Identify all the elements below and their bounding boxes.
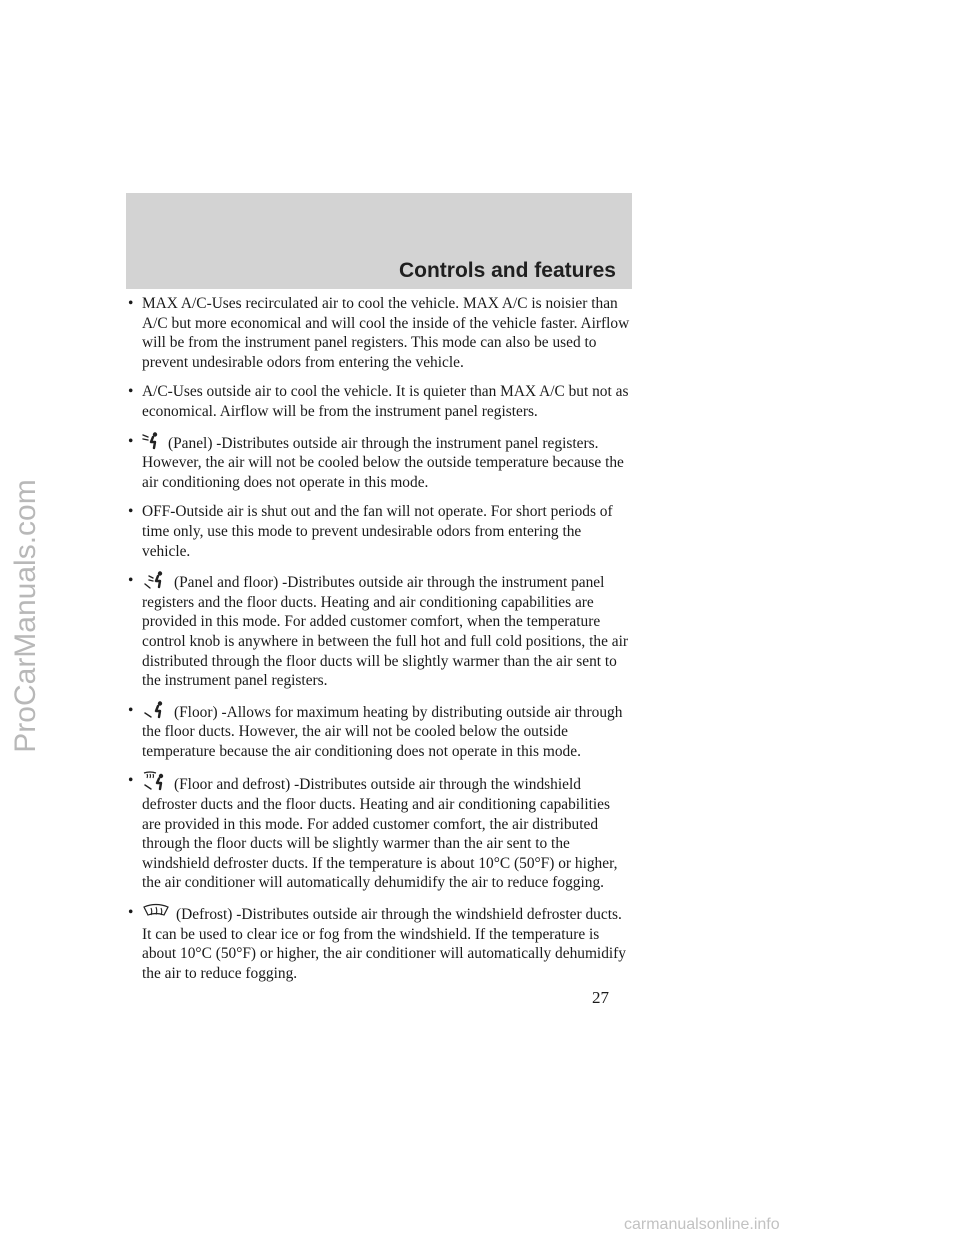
- item-text: (Panel and floor) -Distributes outside air through the instrument panel registers and the floor ducts. Heating and air conditioning capabilities are provided in this mode. For added customer comfort, when the temperature control knob is anywhere in between the full hot and full cold positions, the air distributed through the floor ducts will be slightly warmer than the air sent to the instrument panel registers.: [142, 574, 628, 690]
- bullet: •: [128, 383, 134, 401]
- list-item-ac: [128, 382, 632, 421]
- list-item-floor-defrost: [128, 771, 632, 893]
- list-item-panel: [128, 432, 632, 493]
- panel-vent-icon: [142, 432, 162, 450]
- item-text: OFF-Outside air is shut out and the fan will not operate. For short periods of time only, use this mode to prevent undesirable odors from entering the vehicle.: [142, 503, 613, 560]
- item-text: (Floor) -Allows for maximum heating by distributing outside air through the floor ducts. However, the air will not be cooled below the outside temperature because the air conditioning does not operate in this mode.: [142, 703, 623, 760]
- bullet: •: [128, 572, 134, 590]
- floor-defrost-icon: [142, 771, 168, 791]
- bullet: •: [128, 295, 134, 312]
- list-item-max-ac: [128, 294, 632, 372]
- list-item-panel-floor: [128, 571, 632, 691]
- watermark-left-text: ProCarManuals.com: [9, 479, 42, 753]
- bullet: •: [128, 904, 134, 922]
- list-item-defrost: [128, 903, 632, 983]
- floor-vent-icon: [142, 701, 168, 719]
- item-text: MAX A/C-Uses recirculated air to cool the vehicle. MAX A/C is noisier than A/C but more economical and will cool the inside of the vehicle faster. Airflow will be from the instrument panel registers. This mode can also be used to prevent undesirable odors from entering the vehicle.: [142, 295, 630, 371]
- item-text: (Defrost) -Distributes outside air through the windshield defroster ducts. It can be used to clear ice or fog from the windshield. If the temperature is about 10°C (50°F) or higher, the air conditioner will automatically dehumidify the air to reduce fogging.: [142, 906, 626, 982]
- bullet: •: [128, 503, 134, 521]
- climate-mode-list: [128, 294, 632, 993]
- list-item-off: [128, 502, 632, 561]
- bullet: •: [128, 701, 134, 719]
- bullet: •: [128, 772, 134, 790]
- page-number: 27: [592, 988, 609, 1007]
- section-title: Controls and features: [398, 259, 616, 282]
- list-item-floor: [128, 701, 632, 762]
- item-text: A/C-Uses outside air to cool the vehicle. It is quieter than MAX A/C but not as economical. Airflow will be from the instrument panel registers.: [142, 383, 629, 420]
- panel-floor-vent-icon: [142, 571, 168, 589]
- item-text: (Panel) -Distributes outside air through the instrument panel registers. However, the air will not be cooled below the outside temperature because the air conditioning does not operate in this mode.: [142, 434, 624, 491]
- defrost-icon: [142, 903, 170, 921]
- section-header: [126, 193, 632, 289]
- bullet: •: [128, 432, 134, 450]
- watermark-left: [4, 436, 48, 796]
- item-text: (Floor and defrost) -Distributes outside air through the windshield defroster ducts and the floor ducts. Heating and air conditioning capabilities are provided in this mode. For added customer comfort, the air distributed through the floor ducts will be slightly warmer than the air sent to the windshield defroster ducts. If the temperature is about 10°C (50°F) or higher, the air conditioner will automatically dehumidify the air to reduce fogging.: [142, 776, 618, 892]
- watermark-bottom: carmanualsonline.info: [624, 1216, 780, 1233]
